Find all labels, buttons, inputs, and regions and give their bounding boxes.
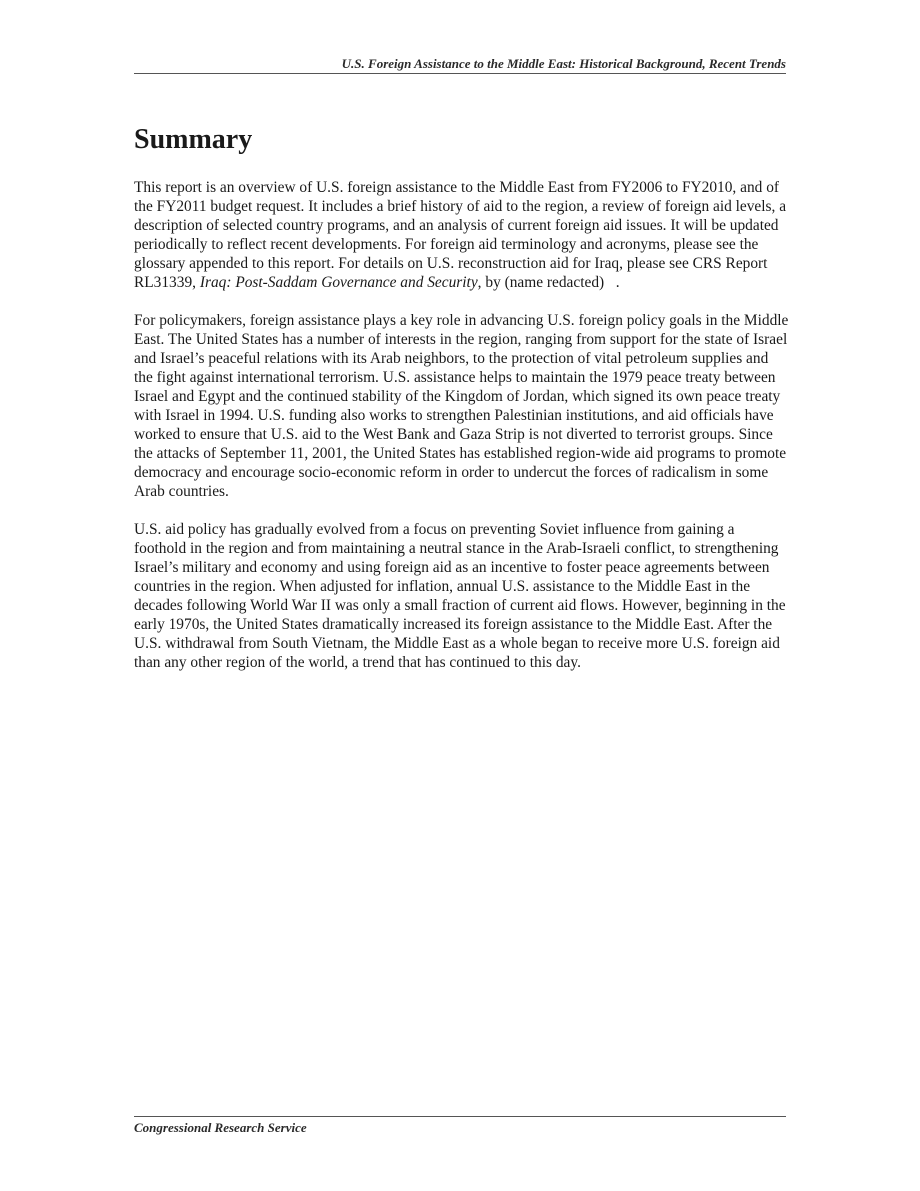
footer-divider <box>134 1116 786 1117</box>
cited-report-title: Iraq: Post-Saddam Governance and Security <box>199 274 478 291</box>
page-title: Summary <box>134 124 253 155</box>
header-divider <box>134 73 786 74</box>
paragraph-aid-history: U.S. aid policy has gradually evolved from a focus on preventing Soviet influence from gaining a foothold in the region and from maintaining a neutral stance in the Arab-Israeli conflict, to strengthening Israel’s military and economy and using foreign aid as an incentive to foster peace agreements between countries in the region. When adjusted for inflation, annual U.S. assistance to the Middle East in the decades following World War II was only a small fraction of current aid flows. However, beginning in the early 1970s, the United States dramatically increased its foreign assistance to the Middle East. After the U.S. withdrawal from South Vietnam, the Middle East as a whole began to receive more U.S. foreign aid than any other region of the world, a trend that has continued to this day. <box>134 521 786 671</box>
summary-body <box>134 178 790 691</box>
footer-publisher: Congressional Research Service <box>134 1120 307 1135</box>
paragraph-overview-text: This report is an overview of U.S. foreign assistance to the Middle East from FY2006 to FY2010, and of the FY2011 budget request. It includes a brief history of aid to the region, a review of foreign aid levels, a description of selected country programs, and an analysis of current foreign aid issues. It will be updated periodically to reflect recent developments. For foreign aid terminology and acronyms, please see the glossary appended to this report. For details on U.S. reconstruction aid for Iraq, please see CRS Report RL31339, <box>134 179 787 291</box>
paragraph-overview <box>134 178 790 292</box>
running-header: U.S. Foreign Assistance to the Middle East: Historical Background, Recent Trends <box>341 56 786 71</box>
paragraph-policy-goals: For policymakers, foreign assistance plays a key role in advancing U.S. foreign policy goals in the Middle East. The United States has a number of interests in the region, ranging from support for the state of Israel and Israel’s peaceful relations with its Arab neighbors, to the protection of vital petroleum supplies and the fight against international terrorism. U.S. assistance helps to maintain the 1979 peace treaty between Israel and Egypt and the continued stability of the Kingdom of Jordan, which signed its own peace treaty with Israel in 1994. U.S. funding also works to strengthen Palestinian institutions, and aid officials have worked to ensure that U.S. aid to the West Bank and Gaza Strip is not diverted to terrorist groups. Since the attacks of September 11, 2001, the United States has established region-wide aid programs to promote democracy and encourage socio-economic reform in order to undercut the forces of radicalism in some Arab countries. <box>134 312 789 500</box>
paragraph-overview-tail: , by (name redacted) . <box>477 274 620 291</box>
